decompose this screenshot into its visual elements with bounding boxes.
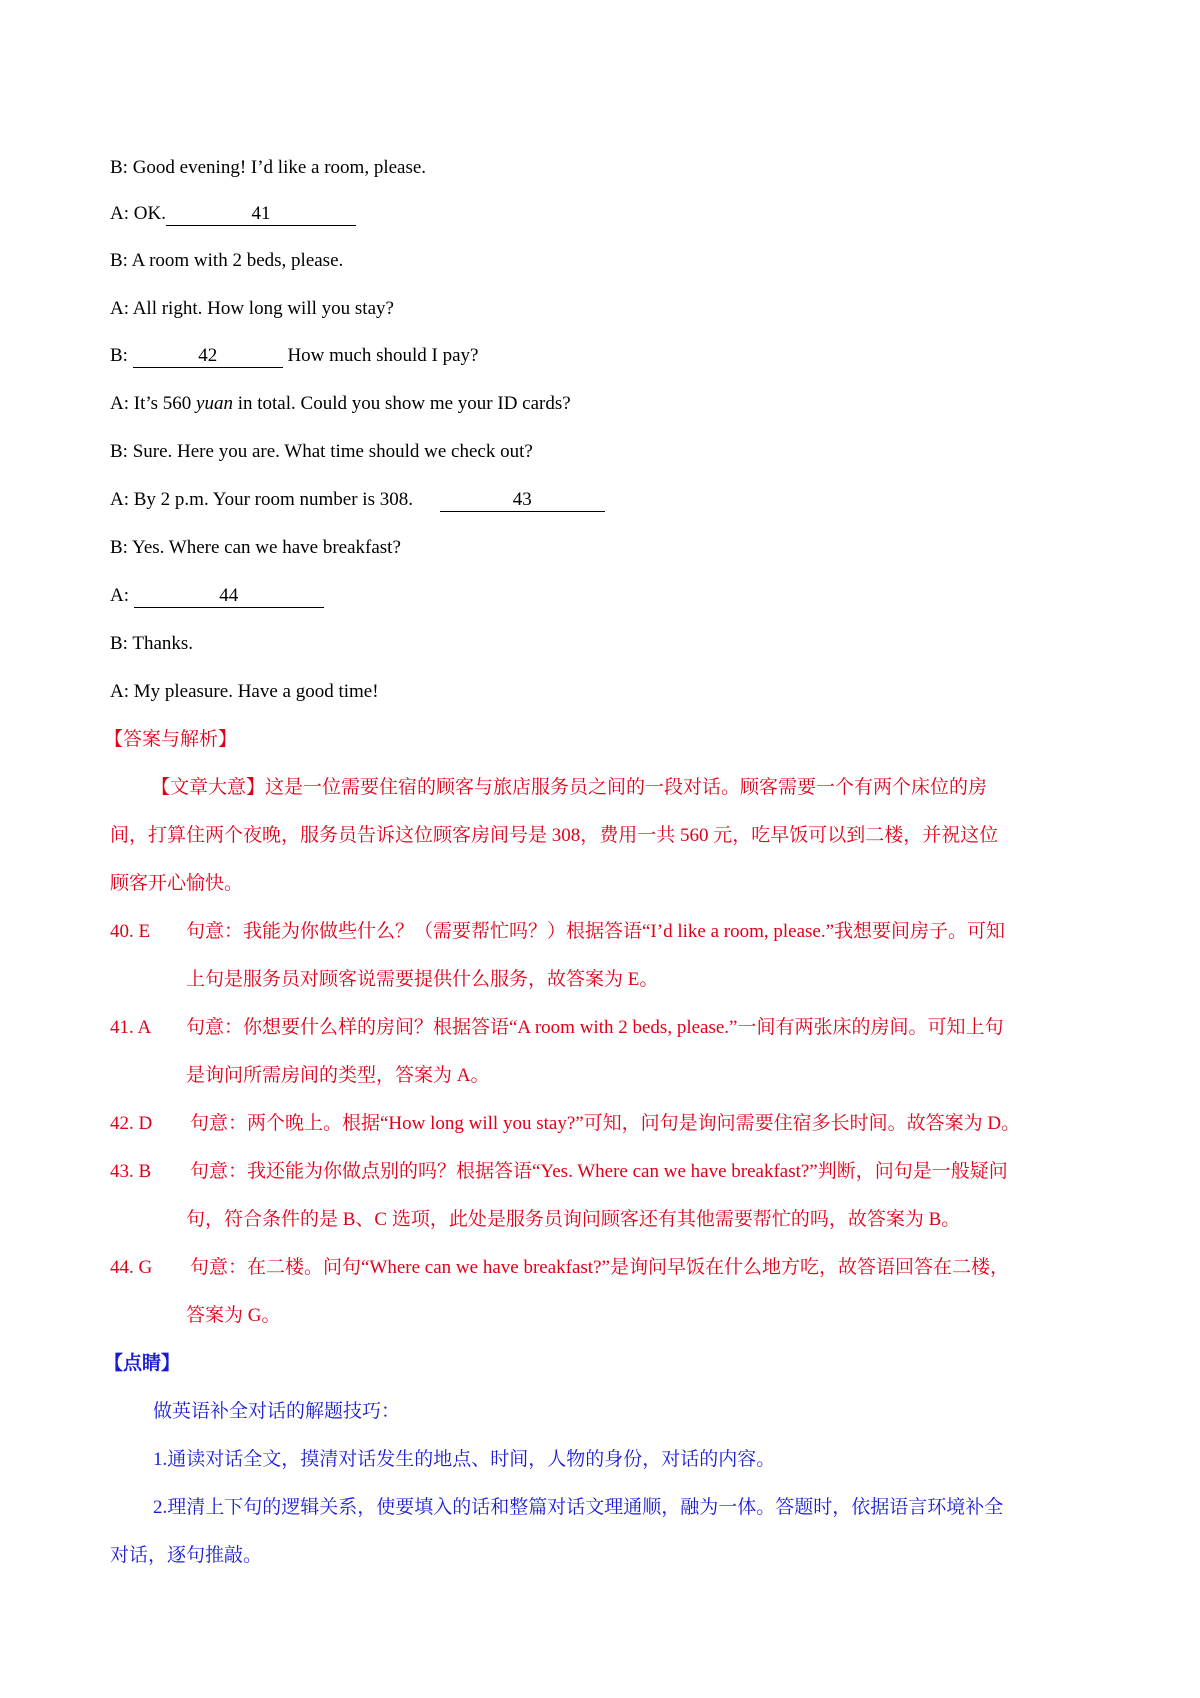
tips-line: 2.理清上下句的逻辑关系，使要填入的话和整篇对话文理通顺，融为一体。答题时，依据语言环境补全 <box>153 1497 1004 1518</box>
blank-43: 43 <box>440 489 605 512</box>
summary-line: 间，打算住两个夜晚，服务员告诉这位顾客房间号是 308，费用一共 560 元，吃早饭可以到二楼，并祝这位 <box>110 825 999 846</box>
speaker: B: <box>110 633 128 654</box>
answer-number: 41. A <box>110 1017 152 1038</box>
speaker: A: <box>110 489 129 510</box>
answer-explanation: 句意：在二楼。问句“Where can we have breakfast?”是询问早饭在什么地方吃，故答语回答在二楼， <box>190 1257 1009 1278</box>
answer-explanation: 句，符合条件的是 B、C 选项，此处是服务员询问顾客还有其他需要帮忙的吗，故答案为 B。 <box>186 1209 961 1230</box>
answer-number: 44. G <box>110 1257 153 1278</box>
dialogue-text: All right. How long will you stay? <box>132 298 394 319</box>
answer-explanation: 句意：你想要什么样的房间？根据答语“A room with 2 beds, please.”一间有两张床的房间。可知上句 <box>186 1017 1004 1038</box>
dialogue-line <box>110 155 426 181</box>
dialogue-line <box>110 631 193 657</box>
answer-number: 40. E <box>110 921 151 942</box>
dialogue-line <box>110 248 343 274</box>
dialogue-text: OK. <box>133 203 166 224</box>
dialogue-line <box>110 487 605 513</box>
dialogue-text: Sure. Here you are. What time should we check out? <box>132 441 533 462</box>
speaker: A: <box>110 203 129 224</box>
analysis-heading: 【答案与解析】 <box>104 729 238 750</box>
answer-explanation: 是询问所需房间的类型，答案为 A。 <box>186 1065 490 1086</box>
answer-explanation: 答案为 G。 <box>186 1305 281 1326</box>
dialogue-line <box>110 391 571 417</box>
speaker: A: <box>110 585 129 606</box>
tips-line: 1.通读对话全文，摸清对话发生的地点、时间，人物的身份，对话的内容。 <box>153 1449 776 1470</box>
blank-44: 44 <box>134 585 324 608</box>
answer-explanation: 句意：我还能为你做点别的吗？根据答语“Yes. Where can we have breakfast?”判断，问句是一般疑问 <box>190 1161 1008 1182</box>
dialogue-text: By 2 p.m. Your room number is 308. <box>133 489 413 510</box>
dialogue-line <box>110 201 356 227</box>
answer-number: 42. D <box>110 1113 153 1134</box>
summary-line: 【文章大意】这是一位需要住宿的顾客与旅店服务员之间的一段对话。顾客需要一个有两个床位的房 <box>151 777 988 798</box>
speaker: B: <box>110 537 128 558</box>
tips-heading: 【点睛】 <box>104 1353 181 1374</box>
dialogue-line <box>110 296 394 322</box>
dialogue-text: Yes. Where can we have breakfast? <box>132 537 401 558</box>
dialogue-line <box>110 679 379 705</box>
blank-42: 42 <box>133 345 283 368</box>
speaker: B: <box>110 157 128 178</box>
dialogue-text: A room with 2 beds, please. <box>131 250 344 271</box>
dialogue-line <box>110 583 324 609</box>
answer-explanation: 句意：我能为你做些什么？（需要帮忙吗？）根据答语“I’d like a room, please.”我想要间房子。可知 <box>186 921 1006 942</box>
blank-41: 41 <box>166 203 356 226</box>
answer-explanation: 句意：两个晚上。根据“How long will you stay?”可知，问句是询问需要住宿多长时间。故答案为 D。 <box>190 1113 1021 1134</box>
summary-line: 顾客开心愉快。 <box>110 873 244 894</box>
dialogue-line <box>110 535 401 561</box>
speaker: A: <box>110 681 129 702</box>
tips-line: 做英语补全对话的解题技巧： <box>153 1401 401 1422</box>
dialogue-text: Thanks. <box>132 633 194 654</box>
answer-explanation: 上句是服务员对顾客说需要提供什么服务，故答案为 E。 <box>186 969 659 990</box>
dialogue-text: How much should I pay? <box>287 345 479 366</box>
speaker: A: <box>110 393 129 414</box>
speaker: B: <box>110 345 128 366</box>
dialogue-text: My pleasure. Have a good time! <box>133 681 379 702</box>
dialogue-line <box>110 439 533 465</box>
dialogue-text: in total. Could you show me your ID cards? <box>237 393 571 414</box>
tips-line: 对话，逐句推敲。 <box>110 1545 263 1566</box>
dialogue-line <box>110 343 478 369</box>
dialogue-text: Good evening! I’d like a room, please. <box>132 157 427 178</box>
speaker: B: <box>110 250 128 271</box>
answer-number: 43. B <box>110 1161 152 1182</box>
dialogue-text: It’s 560 <box>133 393 192 414</box>
speaker: A: <box>110 298 129 319</box>
speaker: B: <box>110 441 128 462</box>
italic-word: yuan <box>196 393 233 414</box>
